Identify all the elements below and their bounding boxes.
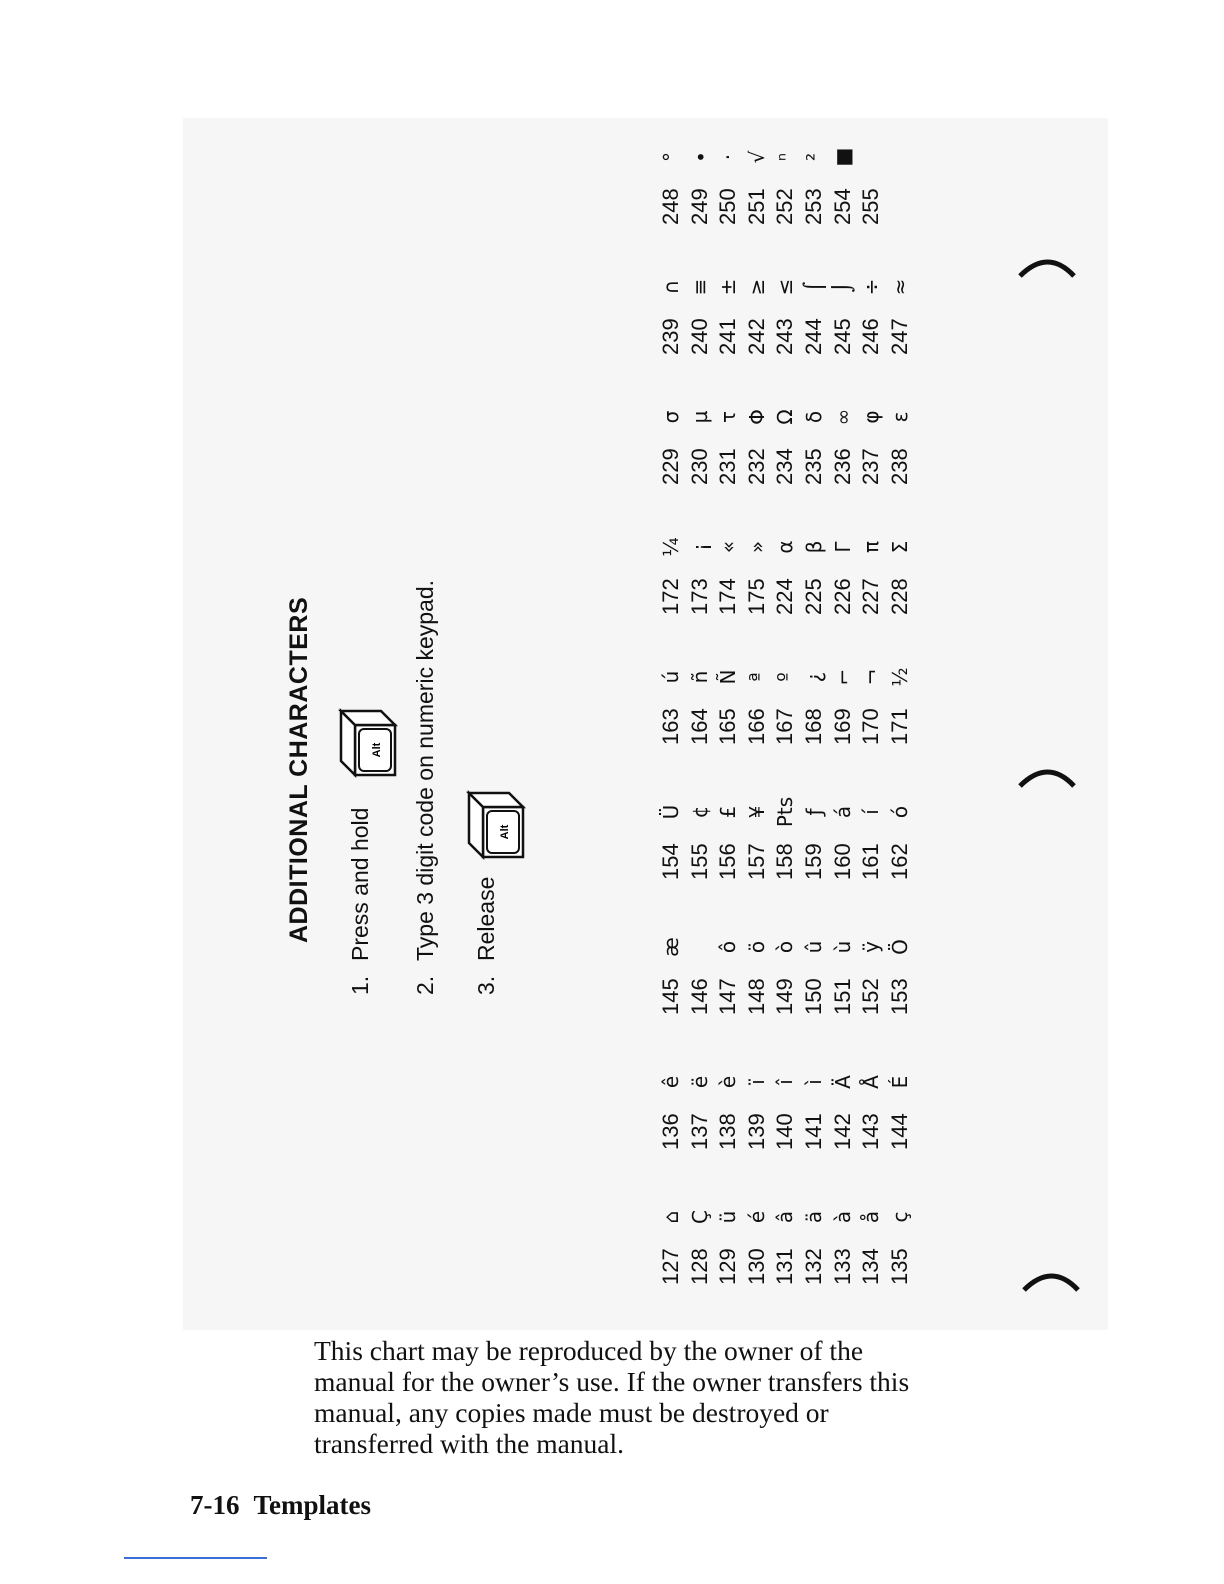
- code-row: [771, 1167, 800, 1285]
- code-character: ±: [716, 278, 741, 296]
- code-character: ≤: [773, 278, 798, 296]
- code-row: [857, 762, 886, 880]
- code-row: [800, 897, 829, 1015]
- code-row: [829, 107, 858, 225]
- code-row: [771, 762, 800, 880]
- code-character: ê: [659, 1075, 683, 1089]
- code-character: á: [830, 805, 855, 819]
- code-row: [886, 1032, 915, 1150]
- code-number: 155: [686, 843, 712, 880]
- code-character: Ä: [830, 1075, 855, 1089]
- code-row: [829, 237, 858, 355]
- code-number: 240: [686, 318, 712, 355]
- code-number: 235: [800, 448, 826, 485]
- svg-text:Alt: Alt: [371, 742, 383, 758]
- code-number: 171: [886, 708, 912, 745]
- code-row: [714, 1032, 743, 1150]
- code-number: 172: [658, 578, 683, 615]
- code-number: 170: [858, 708, 884, 745]
- step-3-text: Release: [473, 876, 499, 961]
- code-number: 141: [800, 1113, 826, 1150]
- code-row: [743, 107, 772, 225]
- code-character: Γ: [830, 541, 855, 553]
- code-number: 230: [686, 448, 712, 485]
- code-character: β: [801, 540, 826, 554]
- code-row: [829, 497, 858, 615]
- code-row: [771, 627, 800, 745]
- code-row: [771, 497, 800, 615]
- code-row: [686, 107, 715, 225]
- code-row: [657, 897, 686, 1015]
- code-character: ¥: [744, 805, 769, 819]
- code-row: [771, 237, 800, 355]
- code-row: [800, 237, 829, 355]
- code-number: 162: [886, 843, 912, 880]
- code-character: Ç: [687, 1210, 712, 1224]
- code-row: [686, 367, 715, 485]
- note-line: This chart may be reproduced by the owner of the: [314, 1335, 864, 1366]
- code-row: [714, 107, 743, 225]
- reproduction-note: [314, 1335, 1014, 1459]
- code-row: [657, 1167, 686, 1285]
- code-character: ¢: [687, 805, 712, 819]
- code-row: [886, 897, 915, 1015]
- code-number: 166: [743, 708, 769, 745]
- code-character: Ñ: [716, 669, 741, 685]
- code-character: ú: [659, 670, 683, 684]
- code-row: [743, 762, 772, 880]
- code-row: [686, 497, 715, 615]
- code-row: [857, 367, 886, 485]
- code-number: 236: [829, 448, 855, 485]
- code-character: ⁿ: [773, 153, 798, 161]
- code-row: [686, 237, 715, 355]
- code-character: ∞: [830, 408, 855, 426]
- code-character: Ω: [773, 409, 798, 425]
- code-row: [800, 1167, 829, 1285]
- code-row: [857, 1167, 886, 1285]
- code-number: 232: [743, 448, 769, 485]
- code-character: ∩: [659, 279, 683, 295]
- code-character: ª: [744, 672, 769, 682]
- code-character: ¬: [859, 668, 884, 686]
- code-character: ù: [830, 940, 855, 954]
- code-character: Ü: [659, 804, 683, 820]
- code-number: 250: [715, 188, 741, 225]
- code-character: φ: [859, 410, 884, 424]
- code-character: î: [773, 1079, 798, 1085]
- code-number: 131: [772, 1248, 798, 1285]
- code-row: [771, 897, 800, 1015]
- code-number: 248: [658, 188, 683, 225]
- code-number: 132: [800, 1248, 826, 1285]
- code-character: ä: [801, 1210, 826, 1224]
- code-character: ■: [830, 147, 855, 167]
- code-row: [771, 367, 800, 485]
- code-number: 159: [800, 843, 826, 880]
- alt-key-icon: [315, 665, 399, 785]
- code-row: [657, 627, 686, 745]
- code-row: [657, 762, 686, 880]
- code-row: [743, 367, 772, 485]
- code-character: ½: [887, 667, 912, 687]
- code-number: 243: [772, 318, 798, 355]
- svg-text:Alt: Alt: [499, 824, 511, 840]
- chart-heading: ADDITIONAL CHARACTERS: [285, 596, 313, 943]
- code-number: 237: [858, 448, 884, 485]
- code-character: µ: [687, 410, 712, 424]
- code-number: 144: [886, 1113, 912, 1150]
- code-number: 161: [858, 843, 884, 880]
- code-number: 143: [858, 1113, 884, 1150]
- code-row: [714, 367, 743, 485]
- code-row: [771, 107, 800, 225]
- code-row: [686, 627, 715, 745]
- code-character: ¼: [659, 537, 683, 557]
- code-character: ì: [801, 1079, 826, 1085]
- code-row: [857, 897, 886, 1015]
- code-character: √: [744, 150, 769, 164]
- code-number: 239: [658, 318, 683, 355]
- code-character: º: [773, 672, 798, 682]
- code-row: [857, 107, 886, 225]
- code-row: [800, 497, 829, 615]
- code-character: «: [716, 540, 741, 554]
- code-character: ç: [887, 1211, 912, 1223]
- code-number: 129: [715, 1248, 741, 1285]
- code-row: [886, 367, 915, 485]
- code-number: 160: [829, 843, 855, 880]
- footer-rule: [124, 1557, 267, 1559]
- code-character: ²: [801, 152, 826, 162]
- code-character: σ: [659, 410, 683, 424]
- code-character: ö: [744, 940, 769, 954]
- code-number: 151: [829, 978, 855, 1015]
- code-row: [829, 1032, 858, 1150]
- code-number: 140: [772, 1113, 798, 1150]
- section-title: Templates: [253, 1490, 372, 1520]
- rotated-chart: [285, 145, 912, 1315]
- code-character: ⌠: [801, 281, 826, 293]
- alt-key-release-icon: [443, 747, 527, 867]
- code-row: [686, 897, 715, 1015]
- code-character: ⌐: [830, 668, 855, 686]
- code-character: å: [859, 1210, 884, 1224]
- code-number: 241: [715, 318, 741, 355]
- code-column: [657, 107, 886, 225]
- code-row: [657, 237, 686, 355]
- code-number: 253: [800, 188, 826, 225]
- code-character: ó: [887, 805, 912, 819]
- step-2-number: 2.: [412, 975, 438, 995]
- code-row: [743, 627, 772, 745]
- code-character: ñ: [687, 670, 712, 684]
- code-column: [657, 1167, 914, 1285]
- code-number: 245: [829, 318, 855, 355]
- code-character: ⌡: [830, 281, 855, 293]
- code-number: 226: [829, 578, 855, 615]
- code-row: [657, 1032, 686, 1150]
- binder-hole-mark: [1018, 764, 1078, 794]
- code-number: 247: [886, 318, 912, 355]
- code-column: [657, 897, 914, 1015]
- note-line: transferred with the manual.: [314, 1428, 625, 1459]
- code-number: 249: [686, 188, 712, 225]
- code-column: [657, 762, 914, 880]
- code-character: ≡: [687, 278, 712, 296]
- code-character: °: [659, 152, 683, 162]
- code-character: Å: [859, 1075, 884, 1089]
- code-number: 173: [686, 578, 712, 615]
- code-character: ô: [716, 940, 741, 954]
- code-row: [743, 1032, 772, 1150]
- code-character: í: [859, 809, 884, 815]
- code-row: [771, 1032, 800, 1150]
- code-character: δ: [801, 410, 826, 424]
- code-character: ·: [716, 153, 741, 161]
- code-character: û: [801, 940, 826, 954]
- code-character: ≥: [744, 278, 769, 296]
- code-row: [829, 627, 858, 745]
- code-character: ⌂: [659, 1210, 683, 1224]
- code-row: [829, 762, 858, 880]
- step-3: [473, 877, 500, 995]
- step-1: [347, 808, 374, 995]
- code-number: 128: [686, 1248, 712, 1285]
- code-number: 136: [658, 1113, 683, 1150]
- code-column: [657, 367, 914, 485]
- code-character: Ö: [887, 939, 912, 955]
- code-character: Φ: [744, 409, 769, 425]
- code-character: £: [716, 805, 741, 819]
- code-row: [886, 1167, 915, 1285]
- code-character: É: [887, 1075, 912, 1089]
- code-number: 228: [886, 578, 912, 615]
- code-row: [800, 627, 829, 745]
- code-number: 174: [715, 578, 741, 615]
- code-character: ε: [887, 411, 912, 423]
- code-number: 149: [772, 978, 798, 1015]
- step-1-number: 1.: [347, 975, 373, 995]
- code-character: è: [716, 1075, 741, 1089]
- step-2: [412, 580, 439, 995]
- code-number: 168: [800, 708, 826, 745]
- code-character: »: [744, 540, 769, 554]
- code-row: [714, 497, 743, 615]
- code-character: ƒ: [801, 808, 826, 816]
- code-row: [857, 627, 886, 745]
- code-number: 234: [772, 448, 798, 485]
- code-number: 231: [715, 448, 741, 485]
- code-number: 145: [658, 978, 683, 1015]
- code-column: [657, 497, 914, 615]
- code-number: 156: [715, 843, 741, 880]
- code-number: 255: [858, 188, 884, 225]
- code-character: Σ: [887, 540, 912, 554]
- code-column: [657, 627, 914, 745]
- code-row: [886, 762, 915, 880]
- code-row: [829, 367, 858, 485]
- code-row: [743, 237, 772, 355]
- code-number: 169: [829, 708, 855, 745]
- code-character: ¡: [687, 542, 712, 552]
- code-number: 135: [886, 1248, 912, 1285]
- code-row: [800, 107, 829, 225]
- code-number: 152: [858, 978, 884, 1015]
- code-number: 150: [800, 978, 826, 1015]
- code-row: [743, 497, 772, 615]
- code-number: 238: [886, 448, 912, 485]
- code-row: [714, 237, 743, 355]
- code-number: 244: [800, 318, 826, 355]
- code-row: [800, 762, 829, 880]
- code-number: 252: [772, 188, 798, 225]
- code-row: [886, 237, 915, 355]
- code-character: ï: [744, 1079, 769, 1085]
- code-character: ÷: [859, 278, 884, 296]
- code-row: [800, 367, 829, 485]
- page-footer: [190, 1490, 371, 1521]
- code-number: 229: [658, 448, 683, 485]
- code-number: 154: [658, 843, 683, 880]
- code-column: [657, 237, 914, 355]
- code-row: [714, 627, 743, 745]
- code-row: [657, 367, 686, 485]
- code-number: 157: [743, 843, 769, 880]
- code-number: 142: [829, 1113, 855, 1150]
- code-number: 227: [858, 578, 884, 615]
- code-row: [829, 1167, 858, 1285]
- code-character: π: [859, 540, 884, 554]
- step-2-text: Type 3 digit code on numeric keypad.: [412, 579, 438, 961]
- code-number: 134: [858, 1248, 884, 1285]
- code-row: [714, 897, 743, 1015]
- note-line: manual, any copies made must be destroyed or: [314, 1397, 829, 1428]
- code-number: 153: [886, 978, 912, 1015]
- code-character: é: [744, 1210, 769, 1224]
- code-number: 130: [743, 1248, 769, 1285]
- code-number: 225: [800, 578, 826, 615]
- code-row: [886, 497, 915, 615]
- code-character: æ: [659, 937, 683, 957]
- code-number: 165: [715, 708, 741, 745]
- code-character: Pts: [773, 796, 798, 828]
- code-number: 242: [743, 318, 769, 355]
- code-number: 146: [686, 978, 712, 1015]
- code-number: 133: [829, 1248, 855, 1285]
- code-column: [657, 1032, 914, 1150]
- code-number: 127: [658, 1248, 683, 1285]
- code-row: [857, 1032, 886, 1150]
- code-row: [686, 762, 715, 880]
- page-number: 7-16: [190, 1490, 240, 1520]
- code-row: [829, 897, 858, 1015]
- code-row: [857, 497, 886, 615]
- code-character: τ: [716, 410, 741, 424]
- code-character: ≈: [887, 278, 912, 296]
- code-row: [686, 1032, 715, 1150]
- code-number: 164: [686, 708, 712, 745]
- code-number: 246: [858, 318, 884, 355]
- code-character: ÿ: [859, 941, 884, 953]
- code-character: α: [773, 540, 798, 554]
- code-row: [714, 1167, 743, 1285]
- code-row: [886, 627, 915, 745]
- code-character: ë: [687, 1075, 712, 1089]
- code-character: â: [773, 1210, 798, 1224]
- code-number: 251: [743, 188, 769, 225]
- code-character: ∙: [687, 150, 712, 164]
- code-number: 138: [715, 1113, 741, 1150]
- code-row: [657, 497, 686, 615]
- code-row: [657, 107, 686, 225]
- code-number: 175: [743, 578, 769, 615]
- code-number: 147: [715, 978, 741, 1015]
- code-row: [800, 1032, 829, 1150]
- binder-hole-mark: [1018, 254, 1078, 284]
- code-character: ò: [773, 940, 798, 954]
- code-character: ¿: [801, 671, 826, 683]
- code-row: [857, 237, 886, 355]
- code-character: ü: [716, 1210, 741, 1224]
- code-row: [714, 762, 743, 880]
- code-number: 148: [743, 978, 769, 1015]
- code-character: à: [830, 1210, 855, 1224]
- code-number: 139: [743, 1113, 769, 1150]
- code-number: 224: [772, 578, 798, 615]
- code-row: [743, 1167, 772, 1285]
- step-1-text: Press and hold: [347, 807, 373, 961]
- code-number: 254: [829, 188, 855, 225]
- step-3-number: 3.: [473, 975, 499, 995]
- binder-hole-mark: [1022, 1268, 1082, 1298]
- note-line: manual for the owner’s use. If the owner transfers this: [314, 1366, 910, 1397]
- code-number: 163: [658, 708, 683, 745]
- code-number: 137: [686, 1113, 712, 1150]
- code-number: 167: [772, 708, 798, 745]
- code-row: [686, 1167, 715, 1285]
- code-row: [743, 897, 772, 1015]
- code-number: 158: [772, 843, 798, 880]
